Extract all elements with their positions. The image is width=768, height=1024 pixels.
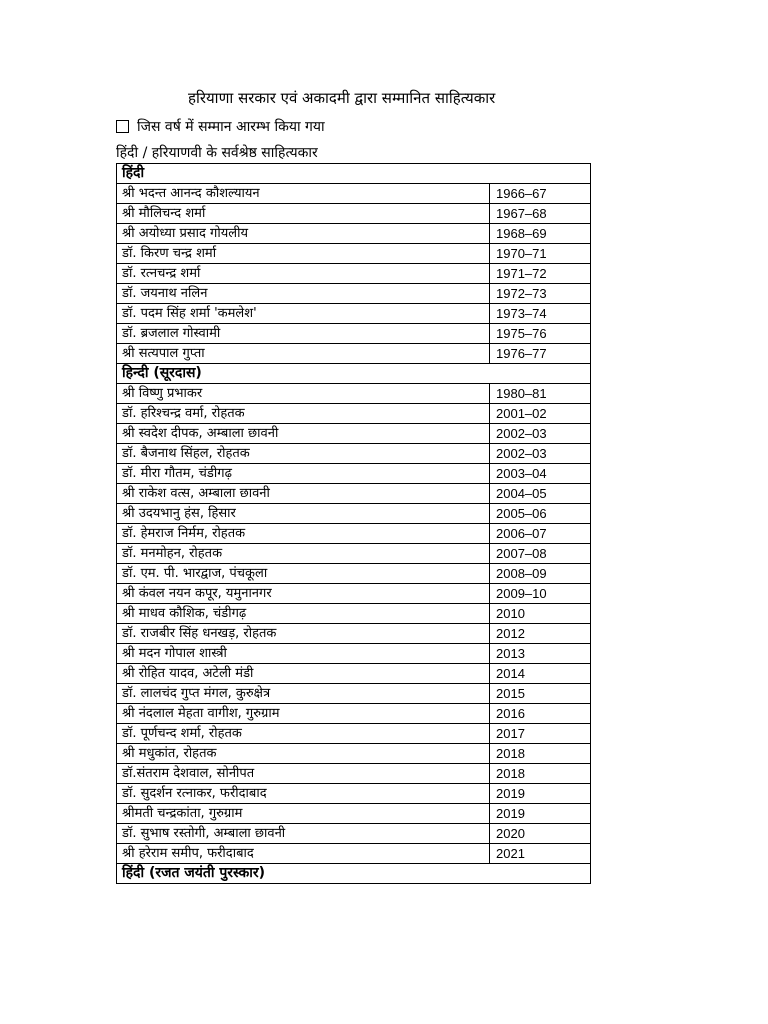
award-year: 1976–77 [490, 344, 591, 364]
awardee-name: श्री रोहित यादव, अटेली मंडी [117, 664, 490, 684]
table-row [117, 584, 591, 604]
award-year: 2016 [490, 704, 591, 724]
table-row [117, 224, 591, 244]
awardee-name: श्री नंदलाल मेहता वागीश, गुरुग्राम [117, 704, 490, 724]
award-year: 1971–72 [490, 264, 591, 284]
table-row [117, 544, 591, 564]
section-heading-row [117, 164, 591, 184]
awardee-name: श्री मदन गोपाल शास्त्री [117, 644, 490, 664]
table-row [117, 724, 591, 744]
awardee-name: श्री सत्यपाल गुप्ता [117, 344, 490, 364]
table-row [117, 784, 591, 804]
award-year: 1970–71 [490, 244, 591, 264]
award-year: 1972–73 [490, 284, 591, 304]
awardee-name: डॉ. मीरा गौतम, चंडीगढ़ [117, 464, 490, 484]
awardee-name: श्री उदयभानु हंस, हिसार [117, 504, 490, 524]
table-row [117, 624, 591, 644]
table-row [117, 204, 591, 224]
award-year: 1966–67 [490, 184, 591, 204]
awardee-name: श्री हरेराम समीप, फरीदाबाद [117, 844, 490, 864]
table-row [117, 664, 591, 684]
award-year: 2020 [490, 824, 591, 844]
checkbox-square-icon [116, 120, 129, 133]
table-row [117, 484, 591, 504]
award-year: 2013 [490, 644, 591, 664]
section-heading-row [117, 364, 591, 384]
section-heading: हिंदी (रजत जयंती पुरस्कार) [117, 864, 591, 884]
table-row [117, 344, 591, 364]
awardee-name: डॉ. ब्रजलाल गोस्वामी [117, 324, 490, 344]
award-year: 2018 [490, 744, 591, 764]
awards-table [116, 163, 591, 884]
table-row [117, 244, 591, 264]
table-row [117, 324, 591, 344]
table-row [117, 744, 591, 764]
awardee-name: श्री माधव कौशिक, चंडीगढ़ [117, 604, 490, 624]
table-row [117, 704, 591, 724]
awardee-name: डॉ. जयनाथ नलिन [117, 284, 490, 304]
table-row [117, 184, 591, 204]
award-year: 2019 [490, 804, 591, 824]
awardee-name: डॉ. लालचंद गुप्त मंगल, कुरुक्षेत्र [117, 684, 490, 704]
awardee-name: डॉ. मनमोहन, रोहतक [117, 544, 490, 564]
awardee-name: डॉ. सुभाष रस्तोगी, अम्बाला छावनी [117, 824, 490, 844]
table-row [117, 504, 591, 524]
awards-table-body [117, 164, 591, 884]
table-row [117, 304, 591, 324]
awardee-name: डॉ. पूर्णचन्द शर्मा, रोहतक [117, 724, 490, 744]
award-year: 1973–74 [490, 304, 591, 324]
table-row [117, 844, 591, 864]
awardee-name: श्री स्वदेश दीपक, अम्बाला छावनी [117, 424, 490, 444]
table-row [117, 524, 591, 544]
award-year: 2012 [490, 624, 591, 644]
awardee-name: श्री राकेश वत्स, अम्बाला छावनी [117, 484, 490, 504]
award-year: 2001–02 [490, 404, 591, 424]
award-year: 2002–03 [490, 424, 591, 444]
awardee-name: डॉ. बैजनाथ सिंहल, रोहतक [117, 444, 490, 464]
awardee-name: डॉ. सुदर्शन रत्नाकर, फरीदाबाद [117, 784, 490, 804]
section-heading: हिंदी [117, 164, 591, 184]
table-row [117, 464, 591, 484]
table-row [117, 424, 591, 444]
award-year: 2003–04 [490, 464, 591, 484]
award-year: 2004–05 [490, 484, 591, 504]
award-year: 2018 [490, 764, 591, 784]
award-year: 2014 [490, 664, 591, 684]
table-row [117, 684, 591, 704]
table-row [117, 564, 591, 584]
award-year: 2006–07 [490, 524, 591, 544]
awardee-name: डॉ. हरिश्चन्द्र वर्मा, रोहतक [117, 404, 490, 424]
section-heading: हिन्दी (सूरदास) [117, 364, 591, 384]
legend-note [116, 117, 325, 136]
table-row [117, 644, 591, 664]
award-year: 2010 [490, 604, 591, 624]
table-row [117, 824, 591, 844]
awardee-name: श्रीमती चन्द्रकांता, गुरुग्राम [117, 804, 490, 824]
award-year: 2008–09 [490, 564, 591, 584]
table-row [117, 604, 591, 624]
awardee-name: श्री भदन्त आनन्द कौशल्यायन [117, 184, 490, 204]
section-heading-row [117, 864, 591, 884]
award-year: 2019 [490, 784, 591, 804]
awardee-name: श्री मौलिचन्द शर्मा [117, 204, 490, 224]
page-title: हरियाणा सरकार एवं अकादमी द्वारा सम्मानित साहित्यकार [188, 89, 496, 107]
subtitle: हिंदी / हरियाणवी के सर्वश्रेष्ठ साहित्यकार [116, 145, 318, 161]
table-row [117, 404, 591, 424]
awardee-name: डॉ. राजबीर सिंह धनखड़, रोहतक [117, 624, 490, 644]
awardee-name: श्री विष्णु प्रभाकर [117, 384, 490, 404]
award-year: 2007–08 [490, 544, 591, 564]
award-year: 1968–69 [490, 224, 591, 244]
award-year: 1975–76 [490, 324, 591, 344]
table-row [117, 764, 591, 784]
table-row [117, 384, 591, 404]
table-row [117, 444, 591, 464]
awardee-name: डॉ. हेमराज निर्मम, रोहतक [117, 524, 490, 544]
awardee-name: डॉ.संतराम देशवाल, सोनीपत [117, 764, 490, 784]
award-year: 2009–10 [490, 584, 591, 604]
awardee-name: डॉ. किरण चन्द्र शर्मा [117, 244, 490, 264]
table-row [117, 284, 591, 304]
awardee-name: डॉ. पदम सिंह शर्मा 'कमलेश' [117, 304, 490, 324]
award-year: 1980–81 [490, 384, 591, 404]
award-year: 2015 [490, 684, 591, 704]
awardee-name: डॉ. एम. पी. भारद्वाज, पंचकूला [117, 564, 490, 584]
awardee-name: श्री अयोध्या प्रसाद गोयलीय [117, 224, 490, 244]
award-year: 2021 [490, 844, 591, 864]
award-year: 2005–06 [490, 504, 591, 524]
legend-note-text: जिस वर्ष में सम्मान आरम्भ किया गया [137, 119, 325, 135]
awardee-name: श्री मधुकांत, रोहतक [117, 744, 490, 764]
table-row [117, 804, 591, 824]
award-year: 2017 [490, 724, 591, 744]
award-year: 2002–03 [490, 444, 591, 464]
table-row [117, 264, 591, 284]
awardee-name: डॉ. रत्नचन्द्र शर्मा [117, 264, 490, 284]
awardee-name: श्री कंवल नयन कपूर, यमुनानगर [117, 584, 490, 604]
award-year: 1967–68 [490, 204, 591, 224]
